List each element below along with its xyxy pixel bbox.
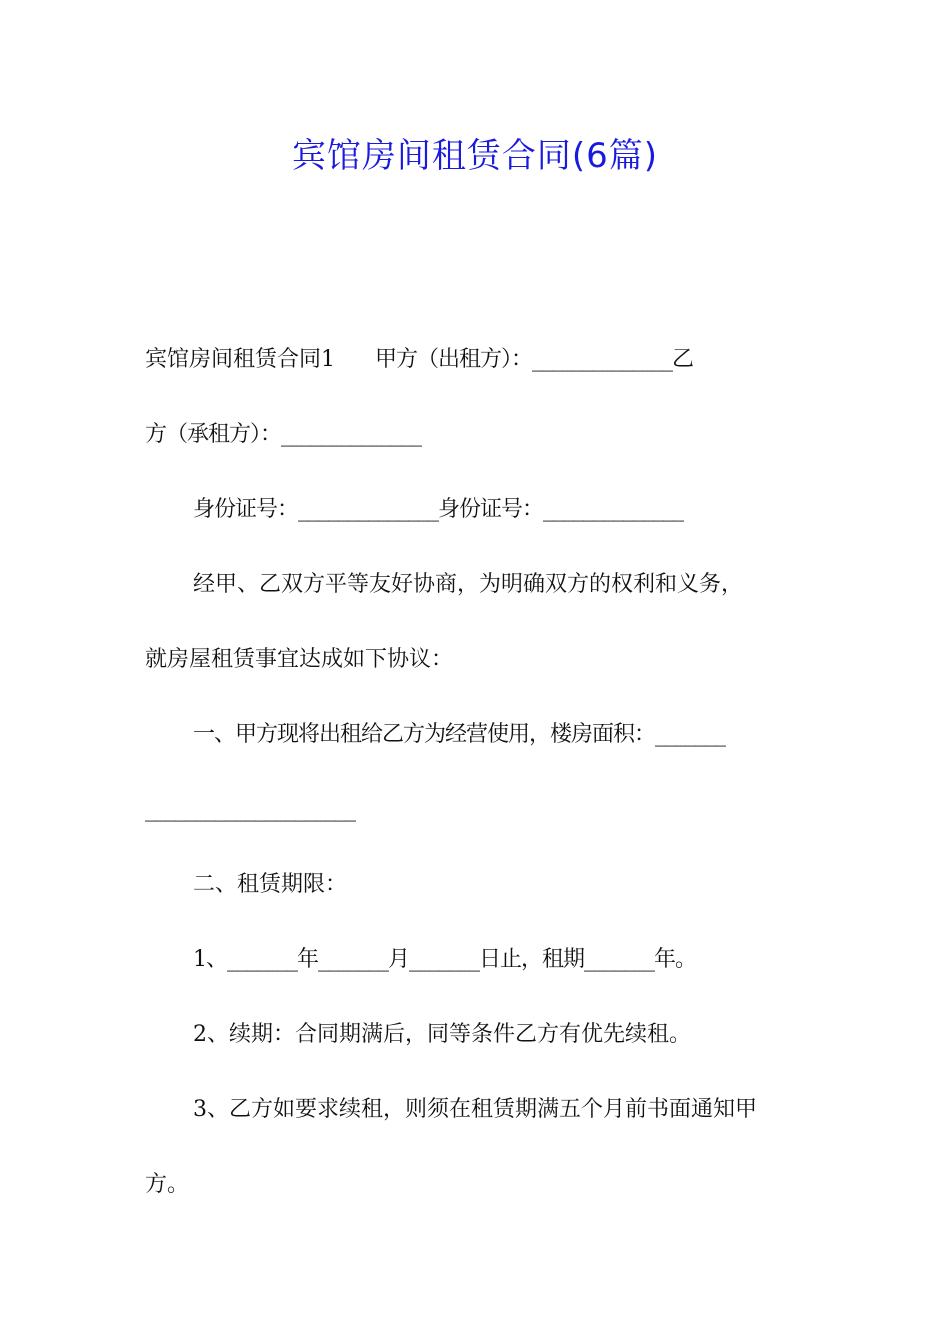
clause-2-heading: 二、租赁期限：: [193, 872, 348, 897]
contract-intro-line: [145, 345, 810, 375]
term-item-1: 1、_______年_______月_______日止，租期_______年。: [193, 947, 696, 972]
paragraph-line: 就房屋租赁事宜达成如下协议：: [145, 647, 454, 672]
section-heading: 宾馆房间租赁合同1: [145, 347, 335, 372]
term-item-3: 3、乙方如要求续租，则须在租赁期满五个月前书面通知甲: [193, 1097, 757, 1122]
party-a-line: 甲方（出租方）：______________乙: [375, 347, 694, 372]
id-number-line: 身份证号：______________身份证号：______________: [193, 497, 684, 522]
clause-1-blank-line: _____________________: [145, 797, 355, 822]
document-title: 宾馆房间租赁合同(6篇): [291, 136, 659, 176]
term-item-3-cont: 方。: [145, 1172, 190, 1197]
paragraph-line: 经甲、乙双方平等友好协商，为明确双方的权利和义务，: [193, 572, 744, 597]
clause-1-line: 一、甲方现将出租给乙方为经营使用，楼房面积：_______: [193, 722, 726, 747]
term-item-2: 2、续期：合同期满后，同等条件乙方有优先续租。: [193, 1022, 691, 1047]
party-b-line: 方（承租方）：______________: [145, 422, 422, 447]
